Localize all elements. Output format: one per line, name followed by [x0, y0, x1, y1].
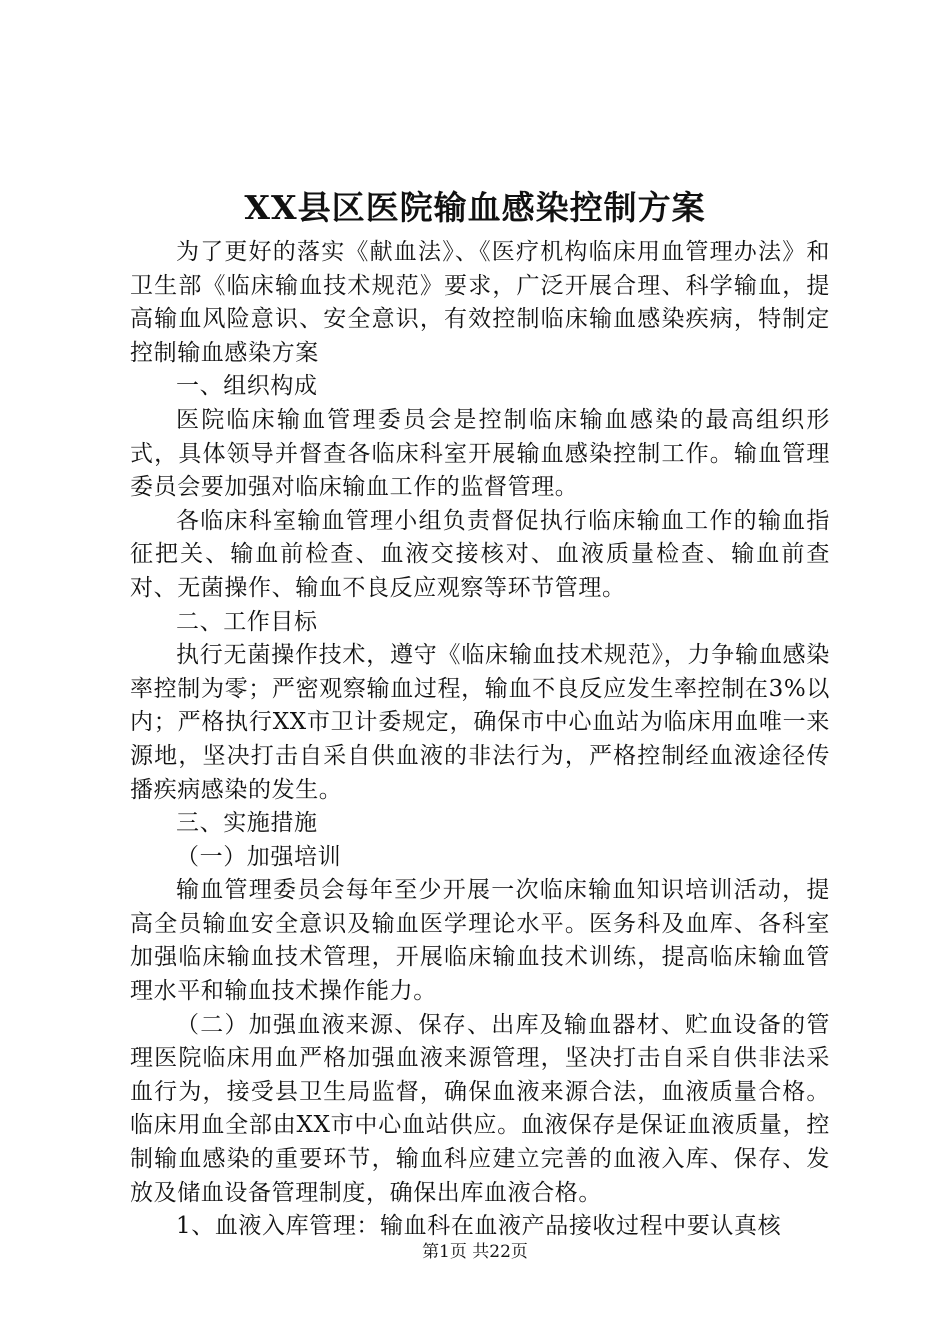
paragraph-blood-source-management: （二）加强血液来源、保存、出库及输血器材、贮血设备的管理医院临床用血严格加强血液来源管理，坚决打击自采自供非法采血行为，接受县卫生局监督，确保血液来源合法，血液质量合格。临床用血全部由XX市中心血站供应。血液保存是保证血液质量，控制输血感染的重要环节，输血科应建立完善的血液入库、保存、发放及储血设备管理制度，确保出库血液合格。 [130, 1011, 830, 1206]
paragraph-committee: 医院临床输血管理委员会是控制临床输血感染的最高组织形式，具体领导并督查各临床科室开展输血感染控制工作。输血管理委员会要加强对临床输血工作的监督管理。 [130, 406, 830, 501]
paragraph-intro: 为了更好的落实《献血法》、《医疗机构临床用血管理办法》和卫生部《临床输血技术规范》要求，广泛开展合理、科学输血，提高输血风险意识、安全意识，有效控制临床输血感染疾病，特制定控制输血感染方案 [130, 239, 830, 366]
section-heading-measures: 三、实施措施 [176, 810, 318, 837]
section-heading-goals: 二、工作目标 [176, 608, 318, 635]
paragraph-department-groups: 各临床科室输血管理小组负责督促执行临床输血工作的输血指征把关、输血前检查、血液交接核对、血液质量检查、输血前查对、无菌操作、输血不良反应观察等环节管理。 [130, 507, 830, 601]
section-heading-organization: 一、组织构成 [176, 373, 318, 400]
paragraph-blood-storage-item-1: 1、血液入库管理：输血科在血液产品接收过程中要认真核 [176, 1213, 782, 1240]
paragraph-training: 输血管理委员会每年至少开展一次临床输血知识培训活动，提高全员输血安全意识及输血医学理论水平。医务科及血库、各科室加强临床输血技术管理，开展临床输血技术训练，提高临床输血管理水平和输血技术操作能力。 [130, 877, 830, 1005]
document-title: XX县区医院输血感染控制方案 [244, 188, 706, 227]
paragraph-goals: 执行无菌操作技术，遵守《临床输血技术规范》，力争输血感染率控制为零；严密观察输血过程，输血不良反应发生率控制在3%以内；严格执行XX市卫计委规定，确保市中心血站为临床用血唯一来源地，坚决打击自采自供血液的非法行为，严格控制经血液途径传播疾病感染的发生。 [130, 642, 830, 803]
subheading-training: （一）加强培训 [176, 843, 342, 870]
page-footer: 第1页 共22页 [422, 1242, 528, 1262]
document-body [130, 236, 830, 1244]
